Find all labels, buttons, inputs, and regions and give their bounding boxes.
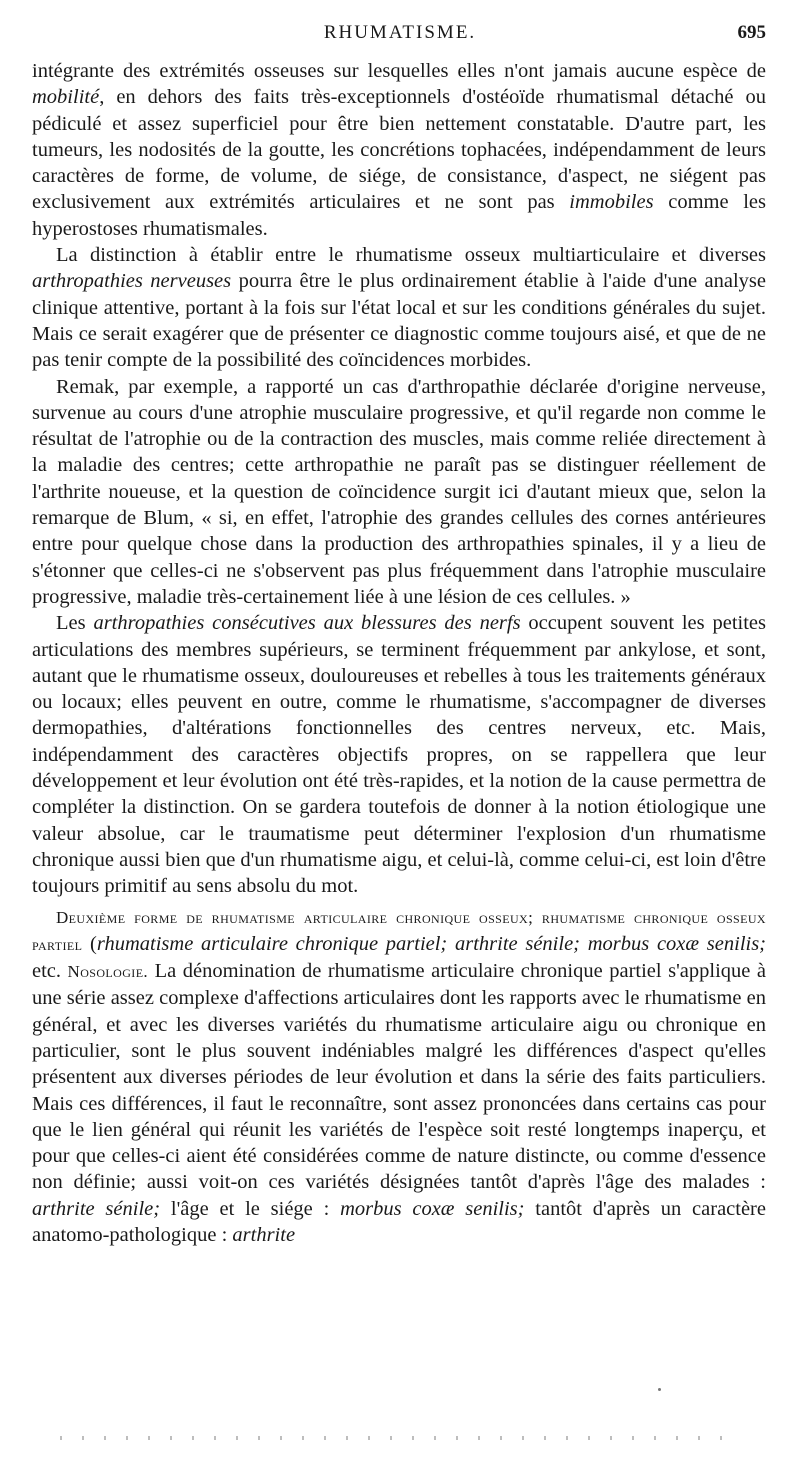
text-run: comme les hyperostoses rhumatismales. xyxy=(32,191,766,240)
text-run: tantôt d'après un caractère anatomo-pathologique : xyxy=(32,1197,766,1247)
paragraph-1 xyxy=(32,58,766,242)
body-text xyxy=(32,58,766,1248)
scan-speck xyxy=(658,1388,661,1391)
paragraph-3 xyxy=(32,374,766,611)
text-run: l'âge et le siége : xyxy=(160,1197,341,1220)
nosologie-label: Nosologie. xyxy=(67,962,149,982)
bottom-scan-marks xyxy=(60,1436,740,1442)
italic-term: arthropathies consécutives aux blessures des nerfs xyxy=(93,612,521,635)
paragraph-4 xyxy=(32,610,766,899)
text-run: Remak, par exemple, a rapporté un cas d'arthropathie déclarée d'origine nerveuse, survenue au cours d'une atrophie musculaire progressive, et qu'il regarde non comme le résultat de l'atrophie ou de la contraction des muscles, mais comme reliée directement à la maladie des centres; cette arthropathie ne paraît pas se distinguer réellement de l'arthrite noueuse, et la question de coïncidence surgit ici d'autant mieux que, selon la remarque de Blum, « si, en effet, l'atrophie des grandes cellules des cornes antérieures entre pour quelque chose dans la production des arthropathies spinales, il y a lieu de s'étonner que celles-ci ne s'observent pas plus fréquemment dans l'atrophie musculaire progressive, maladie très-certainement liée à une lésion de ces cellules. » xyxy=(32,375,766,608)
text-run: La dénomination de rhumatisme articulaire chronique partiel s'applique à une série assez complexe d'affections articulaires dont les rapports avec le rhumatisme en général, et avec les diverses variétés du rhumatisme articulaire aigu ou chronique en particulier, sont le plus souvent indéniables malgré les différences d'aspect qu'elles présentent aux diverses périodes de leur évolution et dans la série des faits particuliers. Mais ces différences, il faut le reconnaître, sont assez prononcées dans certains cas pour que le lien général qui réunit les variétés de l'espèce soit resté longtemps inaperçu, et pour que celles-ci aient été considérées comme de nature distincte, ou comme d'essence non définie; aussi voit-on ces variétés désignées tantôt d'après l'âge des malades : xyxy=(32,960,766,1194)
scan-mark-row xyxy=(60,1436,740,1440)
text-run: Les xyxy=(56,612,94,635)
page-number: 695 xyxy=(737,22,766,43)
text-run: occupent souvent les petites articulations des membres supérieurs, se terminent fréquemment par ankylose, et sont, autant que le rhumatisme osseux, douloureuses et rebelles à tous les traitements généraux ou locaux; elles peuvent en outre, comme le rhumatisme, s'accompagner de diverses dermopathies, d'altérations fonctionnelles des centres nerveux, etc. Mais, indépendamment des caractères objectifs propres, on se rappellera que leur développement et leur évolution ont été très-rapides, et la notion de la cause permettra de compléter la distinction. On se gardera toutefois de donner à la notion étiologique une valeur absolue, car le traumatisme peut déterminer l'explosion d'un rhumatisme chronique aussi bien que d'un rhumatisme aigu, et celui-là, comme celui-ci, est loin d'être toujours primitif au sens absolu du mot. xyxy=(32,612,766,898)
text-run: ( xyxy=(82,932,97,955)
italic-term: mobilité xyxy=(32,86,100,109)
paragraph-5 xyxy=(32,904,766,1249)
section-heading: Deuxième forme de rhumatisme articulaire chronique osseux; rhumatisme chronique osseux partiel xyxy=(32,907,766,954)
text-run: , en dehors des faits très-exceptionnels d'ostéoïde rhumatismal détaché ou pédiculé et assez superficiel pour être bien nettement constatable. D'autre part, les tumeurs, les nodosités de la goutte, les concrétions tophacées, indépendamment de leurs caractères de forme, de volume, de siége, de consistance, d'aspect, ne siégent pas exclusivement aux extrémités articulaires et ne sont pas xyxy=(32,86,766,214)
italic-term: arthrite sénile; xyxy=(32,1197,161,1220)
paragraph-2 xyxy=(32,242,766,373)
italic-term: rhumatisme articulaire chronique partiel; arthrite sénile; morbus coxæ senilis; xyxy=(96,932,767,955)
italic-term: arthrite xyxy=(232,1224,296,1247)
text-run: etc. xyxy=(32,960,68,983)
text-run: pourra être le plus ordinairement établie à l'aide d'une analyse clinique attentive, portant à la fois sur l'état local et sur les conditions générales du sujet. Mais ce serait exagérer que de présenter ce diagnostic comme toujours aisé, et que de ne pas tenir compte de la possibilité des coïncidences morbides. xyxy=(32,270,767,372)
running-head: RHUMATISME. xyxy=(323,22,477,43)
italic-term: immobiles xyxy=(569,191,654,214)
page-header xyxy=(30,22,770,50)
text-run: intégrante des extrémités osseuses sur lesquelles elles n'ont jamais aucune espèce de xyxy=(32,60,766,82)
text-run: La distinction à établir entre le rhumatisme osseux multiarticulaire et diverses xyxy=(56,244,766,267)
italic-term: arthropathies nerveuses xyxy=(32,270,232,293)
italic-term: morbus coxæ senilis; xyxy=(340,1197,525,1220)
